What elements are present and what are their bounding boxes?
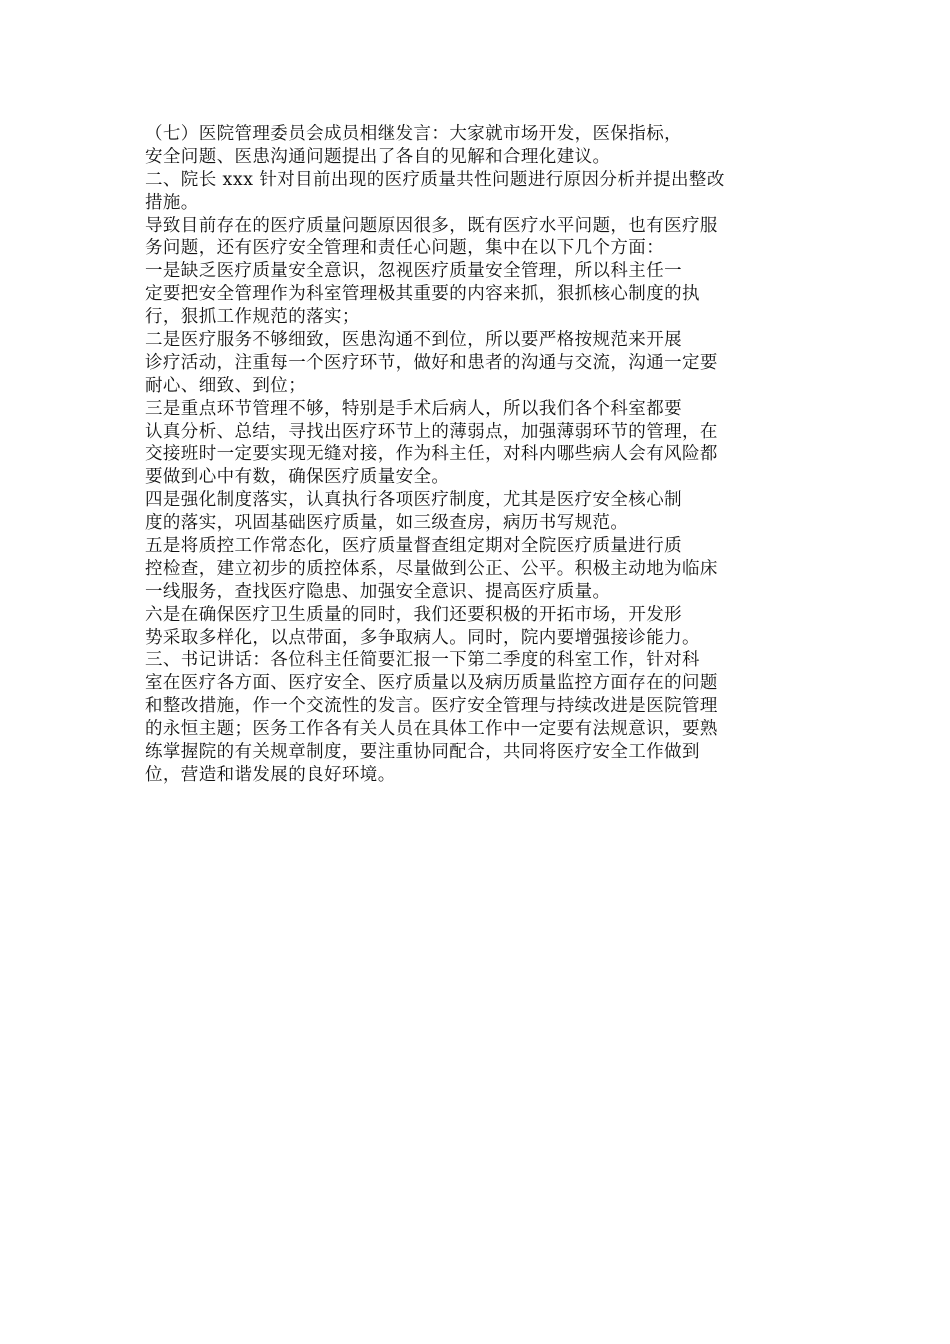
text-line: 要做到心中有数，确保医疗质量安全。 bbox=[145, 467, 450, 488]
text-line: 位，营造和谐发展的良好环境。 bbox=[145, 764, 396, 785]
text-line: 六是在确保医疗卫生质量的同时，我们还要积极的开拓市场，开发形 bbox=[145, 604, 682, 625]
text-line: 度的落实，巩固基础医疗质量，如三级查房，病历书写规范。 bbox=[145, 513, 629, 534]
text-line: 导致目前存在的医疗质量问题原因很多，既有医疗水平问题，也有医疗服 bbox=[145, 215, 718, 236]
text-line: 五是将质控工作常态化，医疗质量督查组定期对全院医疗质量进行质 bbox=[145, 536, 682, 557]
text-line: 练掌握院的有关规章制度，要注重协同配合，共同将医疗安全工作做到 bbox=[145, 742, 700, 763]
text-line: 诊疗活动，注重每一个医疗环节，做好和患者的沟通与交流，沟通一定要 bbox=[145, 352, 718, 373]
text-line: 和整改措施，作一个交流性的发言。医疗安全管理与持续改进是医院管理 bbox=[145, 696, 718, 717]
text-line: 二、院长 xxx 针对目前出现的医疗质量共性问题进行原因分析并提出整改 bbox=[145, 169, 725, 190]
text-line: 三、书记讲话：各位科主任简要汇报一下第二季度的科室工作，针对科 bbox=[145, 650, 700, 671]
text-line: （七）医院管理委员会成员相继发言：大家就市场开发，医保指标， bbox=[145, 124, 682, 144]
text-line: 定要把安全管理作为科室管理极其重要的内容来抓，狠抓核心制度的执 bbox=[145, 284, 700, 305]
text-line: 室在医疗各方面、医疗安全、医疗质量以及病历质量监控方面存在的问题 bbox=[145, 673, 718, 694]
text-line: 耐心、细致、到位； bbox=[145, 375, 307, 396]
document-body bbox=[145, 123, 785, 787]
text-line: 势采取多样化，以点带面，多争取病人。同时，院内要增强接诊能力。 bbox=[145, 627, 700, 648]
text-line: 一是缺乏医疗质量安全意识，忽视医疗质量安全管理，所以科主任一 bbox=[145, 261, 682, 282]
text-line: 二是医疗服务不够细致，医患沟通不到位，所以要严格按规范来开展 bbox=[145, 330, 682, 351]
text-line: 行，狠抓工作规范的落实； bbox=[145, 307, 360, 328]
text-line: 四是强化制度落实，认真执行各项医疗制度，尤其是医疗安全核心制 bbox=[145, 490, 682, 511]
text-line: 交接班时一定要实现无缝对接，作为科主任，对科内哪些病人会有风险都 bbox=[145, 444, 718, 465]
text-line: 措施。 bbox=[145, 192, 199, 213]
text-line: 务问题，还有医疗安全管理和责任心问题，集中在以下几个方面： bbox=[145, 238, 665, 259]
text-line: 控检查，建立初步的质控体系，尽量做到公正、公平。积极主动地为临床 bbox=[145, 558, 718, 579]
text-line: 的永恒主题；医务工作各有关人员在具体工作中一定要有法规意识，要熟 bbox=[145, 719, 718, 740]
text-line: 认真分析、总结，寻找出医疗环节上的薄弱点，加强薄弱环节的管理，在 bbox=[145, 421, 718, 442]
text-line: 三是重点环节管理不够，特别是手术后病人，所以我们各个科室都要 bbox=[145, 398, 682, 419]
text-line: 安全问题、医患沟通问题提出了各自的见解和合理化建议。 bbox=[145, 146, 611, 167]
text-line: 一线服务，查找医疗隐患、加强安全意识、提高医疗质量。 bbox=[145, 581, 611, 602]
